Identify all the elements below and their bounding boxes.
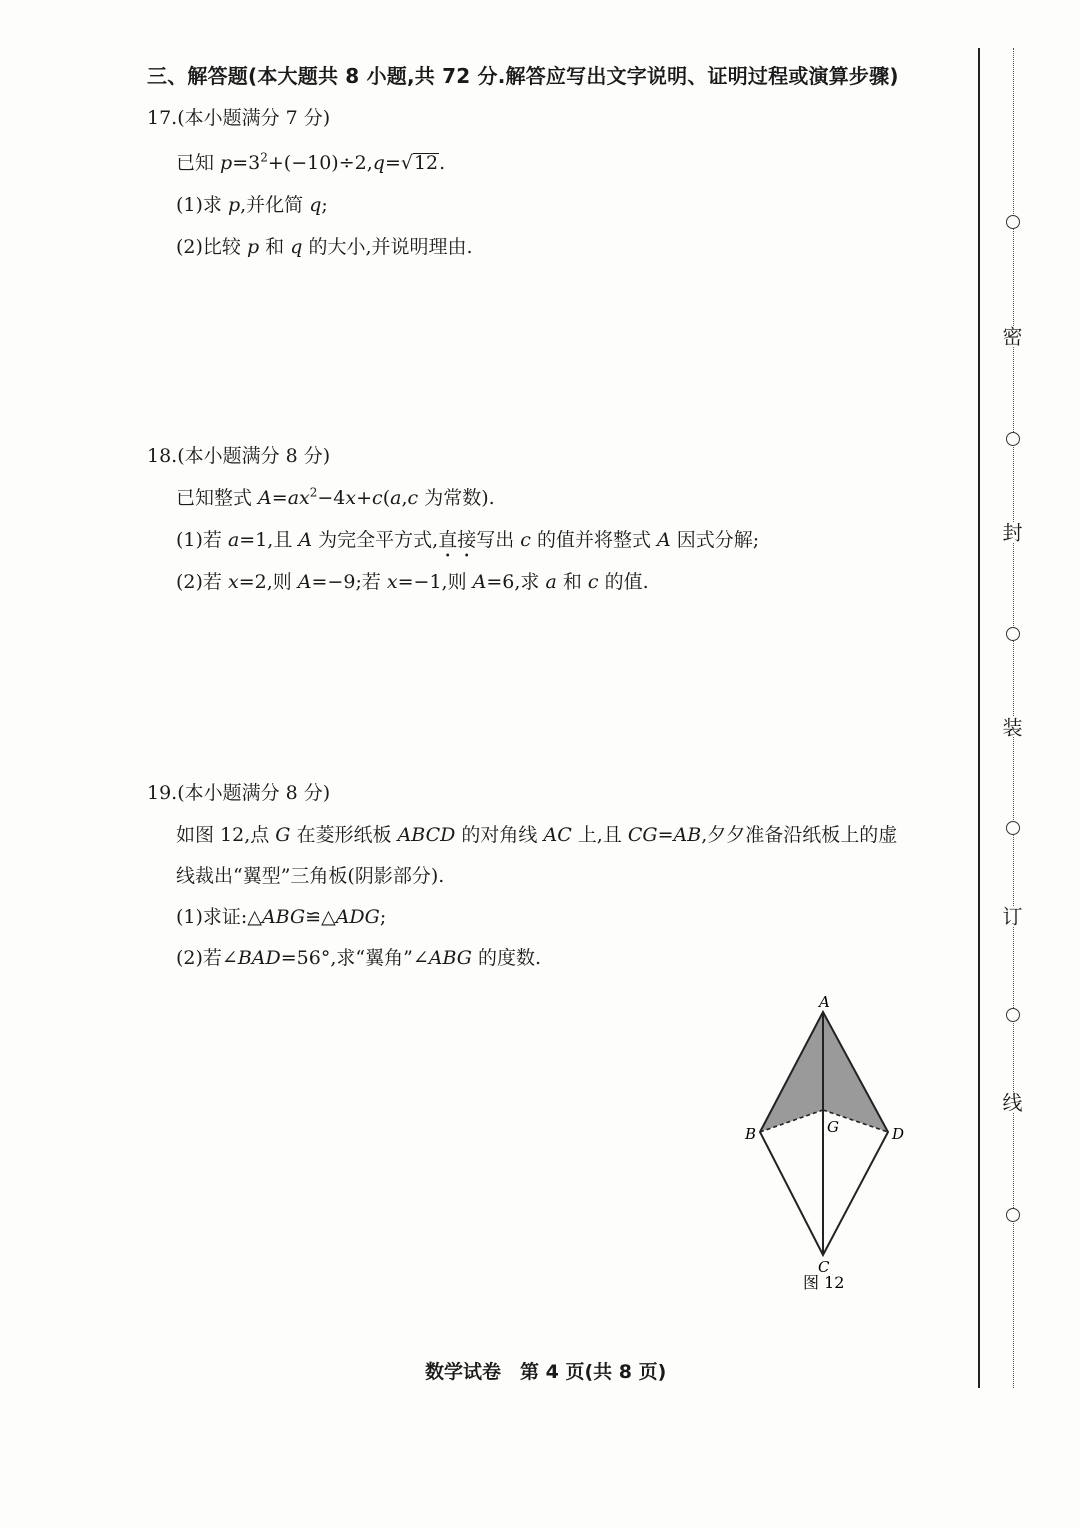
seal-circle bbox=[1006, 215, 1020, 229]
seal-char-feng: 封 bbox=[1002, 522, 1026, 542]
label-a: A bbox=[819, 993, 830, 1011]
seal-circle bbox=[1006, 1008, 1020, 1022]
margin-rule bbox=[978, 48, 980, 1388]
label-b: B bbox=[745, 1125, 757, 1143]
q18-intro: 已知整式 $A=ax^2-4x+c(a,c$ 为常数). bbox=[176, 485, 495, 509]
q19-line2: 线裁出“翼型”三角板(阴影部分). bbox=[176, 865, 445, 887]
q17-part2: (2)比较 p 和 q 的大小,并说明理由. bbox=[176, 236, 473, 258]
figure-12 bbox=[740, 990, 920, 1300]
seal-circle bbox=[1006, 1208, 1020, 1222]
label-c: C bbox=[818, 1258, 830, 1276]
label-d: D bbox=[892, 1125, 905, 1143]
seal-char-zhuang: 装 bbox=[1002, 717, 1026, 737]
q19-part2: (2)若∠BAD=56°,求“翼角”∠ABG 的度数. bbox=[176, 947, 542, 969]
q18-part1: (1)若 a=1,且 A 为完全平方式,直接写出 c 的值并将整式 A 因式分解; bbox=[176, 529, 760, 551]
figure-caption: 图 12 bbox=[803, 1273, 845, 1292]
q17-part1: (1)求 p,并化简 q; bbox=[176, 194, 328, 216]
section-heading: 三、解答题(本大题共 8 小题,共 72 分.解答应写出文字说明、证明过程或演算步骤) bbox=[147, 64, 899, 88]
seal-circle bbox=[1006, 432, 1020, 446]
seal-circle bbox=[1006, 627, 1020, 641]
seal-circle bbox=[1006, 821, 1020, 835]
q18-part2: (2)若 x=2,则 A=−9;若 x=−1,则 A=6,求 a 和 c 的值. bbox=[176, 571, 649, 593]
q19-line1: 如图 12,点 G 在菱形纸板 ABCD 的对角线 AC 上,且 CG=AB,夕夕准备沿纸板上的虚 bbox=[176, 824, 898, 846]
q19-header: 19.(本小题满分 8 分) bbox=[147, 782, 331, 804]
label-g: G bbox=[827, 1118, 839, 1136]
q17-header: 17.(本小题满分 7 分) bbox=[147, 107, 331, 129]
q18-header: 18.(本小题满分 8 分) bbox=[147, 445, 331, 467]
q17-intro: 已知 $p=3^2+(-10)\div 2,q=√12$. bbox=[176, 150, 446, 174]
seal-char-mi: 密 bbox=[1002, 326, 1026, 346]
seal-char-ding: 订 bbox=[1002, 906, 1026, 926]
seal-char-xian: 线 bbox=[1002, 1092, 1026, 1112]
page-footer: 数学试卷 第 4 页(共 8 页) bbox=[425, 1361, 667, 1383]
q19-part1: (1)求证:△ABG≌△ADG; bbox=[176, 906, 387, 928]
